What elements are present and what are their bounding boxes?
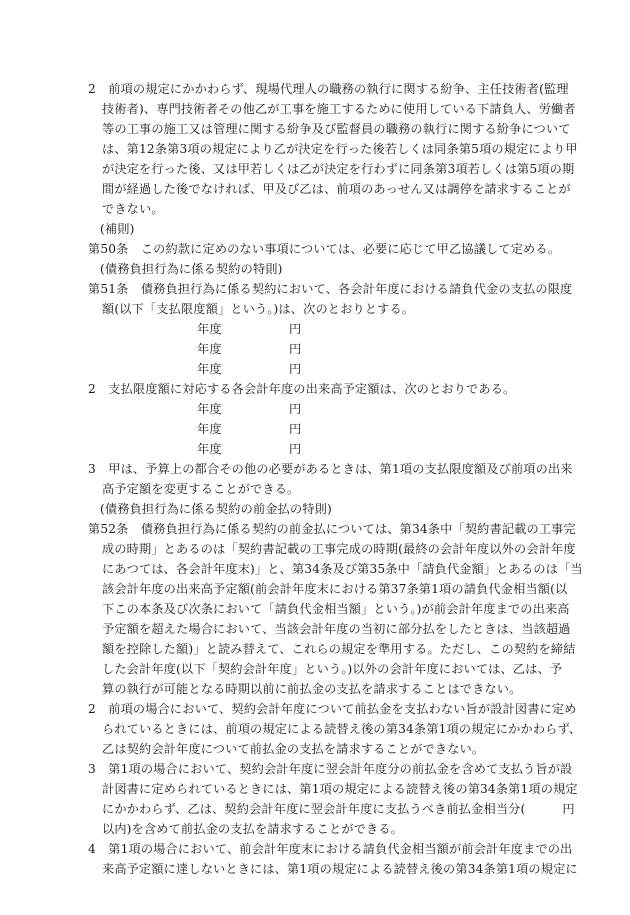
article-52-p2-line: 乙は契約会計年度について前払金の支払を請求することができない。 [102,742,485,756]
caption-supplementary: (補則) [100,222,135,236]
fiscal-year-label: 年度 [197,322,222,336]
yen-label: 円 [289,422,302,436]
article-52-line: した会計年度(以下「契約会計年度」という。)以外の会計年度においては、乙は、予 [102,662,563,676]
article-52-p2-line: られているときには、前項の規定による読替え後の第34条第1項の規定にかかわらず、 [102,722,582,736]
article-52-line: 下この本条及び次条において「請負代金相当額」という。)が前会計年度までの出来高 [102,602,570,616]
art49-p2-line: 2 前項の規定にかかわらず、現場代理人の職務の執行に関する紛争、主任技術者(監理 [88,82,569,96]
fiscal-year-label: 年度 [197,422,222,436]
article-51-p3-line: 3 甲は、予算上の都合その他の必要があるときは、第1項の支払限度額及び前項の出来 [88,462,573,476]
article-52-line: にあつては、各会計年度末)」と、第34条及び第35条中「請負代金額」とあるのは「当 [102,562,583,576]
fiscal-year-label: 年度 [197,362,222,376]
article-52-line: 第52条 債務負担行為に係る契約の前金払については、第34条中「契約書記載の工事完 [88,522,576,536]
yen-label: 円 [289,442,302,456]
yen-label: 円 [289,362,302,376]
art49-p2-line: 間が経過した後でなければ、甲及び乙は、前項のあっせん又は調停を請求することが [102,182,571,196]
art49-p2-line: できない。 [102,202,164,216]
article-51-p2: 2 支払限度額に対応する各会計年度の出来高予定額は、次のとおりである。 [88,382,516,396]
article-52-p3-line: にかかわらず、乙は、契約会計年度に翌会計年度に支払うべき前払金相当分( 円 [102,802,575,816]
article-51-line: 額(以下「支払限度額」という。)は、次のとおりとする。 [102,302,415,316]
article-52-line: 予定額を超えた場合において、当該会計年度の当初に部分払をしたときは、当該超過 [102,622,571,636]
article-51-p3-line: 高予定額を変更することができる。 [102,482,300,496]
caption-debt-burden-special: (債務負担行為に係る契約の特則) [100,262,283,276]
article-52-line: 額を控除した額)」と読み替えて、これらの規定を準用する。ただし、この契約を締結 [102,642,576,656]
article-51-line: 第51条 債務負担行為に係る契約において、各会計年度における請負代金の支払の限度 [88,282,573,296]
article-52-line: 算の執行が可能となる時期以前に前払金の支払を請求することはできない。 [102,682,522,696]
art49-p2-line: は、第12条第3項の規定により乙が決定を行った後若しくは同条第5項の規定により甲 [102,142,578,156]
fiscal-year-label: 年度 [197,402,222,416]
article-50: 第50条 この約款に定めのない事項については、必要に応じて甲乙協議して定める。 [88,242,561,256]
article-52-p3-line: 以内)を含めて前払金の支払を請求することができる。 [102,822,404,836]
caption-advance-payment-special: (債務負担行為に係る契約の前金払の特則) [100,502,332,516]
art49-p2-line: 等の工事の施工又は管理に関する紛争及び監督員の職務の執行に関する紛争について [102,122,571,136]
article-52-p3-line: 3 第1項の場合において、契約会計年度に翌会計年度分の前払金を含めて支払う旨が設 [88,762,573,776]
article-52-p3-line: 計図書に定められているときには、第1項の規定による読替え後の第34条第1項の規定 [102,782,578,796]
article-52-line: 成の時期」とあるのは「契約書記載の工事完成の時期(最終の会計年度以外の会計年度 [102,542,576,556]
article-52-line: 該会計年度の出来高予定額(前会計年度末における第37条第1項の請負代金相当額(以 [102,582,568,596]
article-52-p2-line: 2 前項の場合において、契約会計年度について前払金を支払わない旨が設計図書に定め [88,702,577,716]
yen-label: 円 [289,342,302,356]
article-52-p4-line: 4 第1項の場合において、前会計年度末における請負代金相当額が前会計年度までの出 [88,842,573,856]
fiscal-year-label: 年度 [197,442,222,456]
art49-p2-line: 技術者)、専門技術者その他乙が工事を施工するために使用している下請負人、労働者 [102,102,576,116]
yen-label: 円 [289,402,302,416]
article-52-p4-line: 来高予定額に達しないときには、第1項の規定による読替え後の第34条第1項の規定に [102,862,578,876]
art49-p2-line: が決定を行った後、又は甲若しくは乙が決定を行わずに同条第3項若しくは第5項の期 [102,162,575,176]
fiscal-year-label: 年度 [197,342,222,356]
yen-label: 円 [289,322,302,336]
